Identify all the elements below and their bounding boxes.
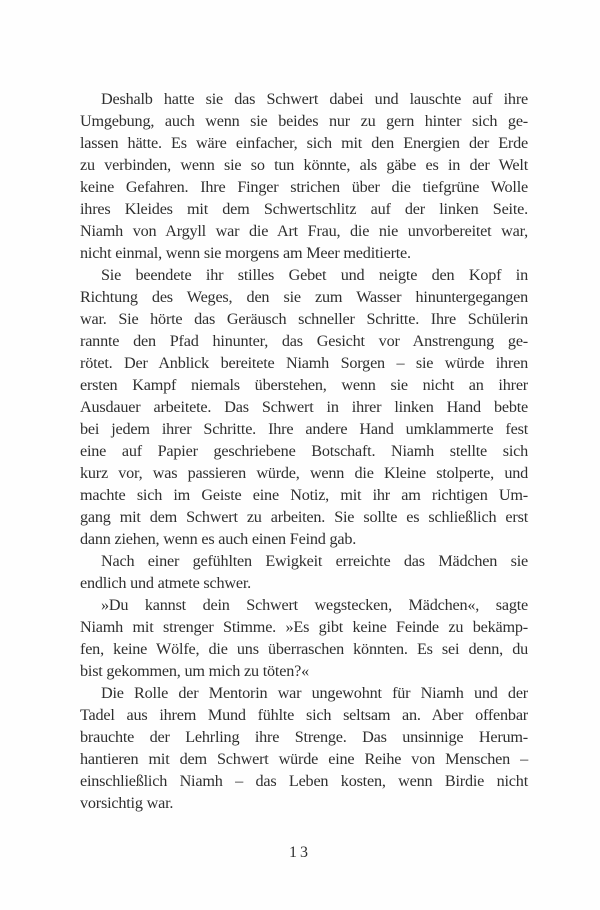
text-line: bei jedem ihrer Schritte. Ihre andere Hand umklammerte fest [80,420,528,438]
text-line: Richtung des Weges, den sie zum Wasser hinuntergegangen [80,288,528,306]
page-number: 13 [289,844,311,861]
text-line: keine Gefahren. Ihre Finger strichen über die tiefgrüne Wolle [80,178,528,196]
page-text [80,88,528,814]
text-line: vorsichtig war. [80,794,174,812]
text-line: war. Sie hörte das Geräusch schneller Schritte. Ihre Schülerin [80,310,528,328]
text-line: rannte den Pfad hinunter, das Gesicht vor Anstrengung ge- [80,332,528,350]
text-line: bist gekommen, um mich zu töten?« [80,662,309,680]
text-line: ersten Kampf niemals überstehen, wenn sie nicht an ihrer [80,376,528,394]
text-line: machte sich im Geiste eine Notiz, mit ihr am richtigen Um- [80,486,528,504]
text-line: einschließlich Niamh – das Leben kosten, wenn Birdie nicht [80,772,528,790]
text-line: lassen hätte. Es wäre einfacher, sich mit den Energien der Erde [80,134,528,152]
paragraph [80,594,528,682]
text-line: fen, keine Wölfe, die uns überraschen könnten. Es sei denn, du [80,640,528,658]
text-line: gang mit dem Schwert zu arbeiten. Sie sollte es schließlich erst [80,508,528,526]
text-line: rötet. Der Anblick bereitete Niamh Sorgen – sie würde ihren [80,354,528,372]
text-line: kurz vor, was passieren würde, wenn die Kleine stolperte, und [80,464,528,482]
paragraph [80,88,528,264]
text-line: nicht einmal, wenn sie morgens am Meer meditierte. [80,244,411,262]
text-line: »Du kannst dein Schwert wegstecken, Mädchen«, sagte [101,596,528,614]
text-line: Sie beendete ihr stilles Gebet und neigte den Kopf in [101,266,528,284]
text-line: Niamh mit strenger Stimme. »Es gibt keine Feinde zu bekämp- [80,618,528,636]
paragraph [80,682,528,814]
text-line: zu verbinden, wenn sie so tun könnte, als gäbe es in der Welt [80,156,528,174]
text-line: endlich und atmete schwer. [80,574,252,592]
text-line: Niamh von Argyll war die Art Frau, die nie unvorbereitet war, [80,222,528,240]
paragraph [80,550,528,594]
text-line: Die Rolle der Mentorin war ungewohnt für Niamh und der [101,684,528,702]
text-line: Ausdauer arbeitete. Das Schwert in ihrer linken Hand bebte [80,398,528,416]
text-line: Deshalb hatte sie das Schwert dabei und lauschte auf ihre [101,90,528,108]
text-line: eine auf Papier geschriebene Botschaft. Niamh stellte sich [80,442,528,460]
text-line: hantieren mit dem Schwert würde eine Reihe von Menschen – [80,750,528,768]
text-line: ihres Kleides mit dem Schwertschlitz auf der linken Seite. [80,200,528,218]
text-line: brauchte der Lehrling ihre Strenge. Das unsinnige Herum- [80,728,528,746]
text-line: dann ziehen, wenn es auch einen Feind gab. [80,530,357,548]
text-line: Nach einer gefühlten Ewigkeit erreichte das Mädchen sie [101,552,528,570]
paragraph [80,264,528,550]
text-line: Umgebung, auch wenn sie beides nur zu gern hinter sich ge- [80,112,528,130]
text-line: Tadel aus ihrem Mund fühlte sich seltsam an. Aber offenbar [80,706,528,724]
